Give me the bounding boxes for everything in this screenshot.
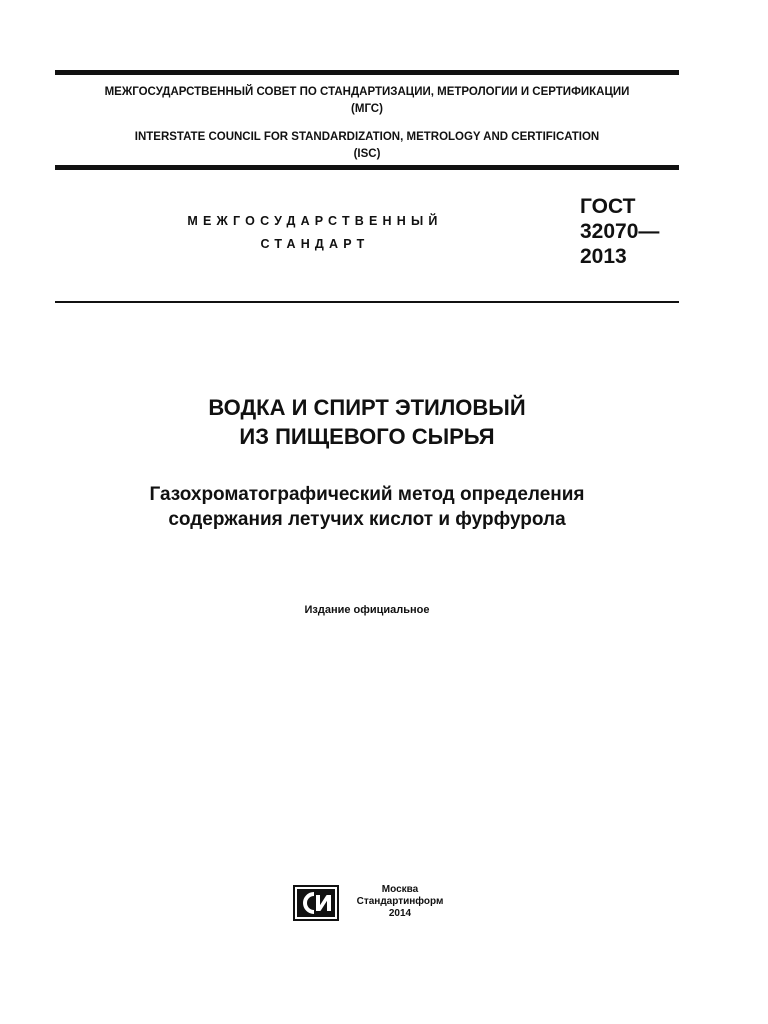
publisher-year: 2014 [388,908,412,919]
gost-number: 32070— [580,220,660,243]
standartinform-logo-icon [293,885,339,921]
title-line2: ИЗ ПИЩЕВОГО СЫРЬЯ [239,424,495,449]
council-ru-name: МЕЖГОСУДАРСТВЕННЫЙ СОВЕТ ПО СТАНДАРТИЗАЦИИ, МЕТРОЛОГИИ И СЕРТИФИКАЦИИ [104,86,630,98]
gost-prefix: ГОСТ [580,195,636,218]
council-en-abbr: (ISC) [353,148,381,160]
top-rule [55,70,679,75]
council-ru-abbr: (МГС) [351,103,383,115]
standard-type-line1: МЕЖГОСУДАРСТВЕННЫЙ [187,214,443,228]
council-en-name: INTERSTATE COUNCIL FOR STANDARDIZATION, METROLOGY AND CERTIFICATION [134,131,600,143]
title-line1: ВОДКА И СПИРТ ЭТИЛОВЫЙ [208,395,526,420]
designation-rule [55,301,679,303]
subtitle-line1: Газохроматографический метод определения [149,484,585,505]
gost-designation [580,194,659,269]
gost-year: 2013 [580,245,627,268]
standard-type-line2: СТАНДАРТ [260,237,370,251]
subtitle-line2: содержания летучих кислот и фурфурола [168,509,566,530]
publisher-name: Стандартинформ [356,896,444,907]
publisher-info [340,884,460,920]
council-rule [55,165,679,170]
edition-note: Издание официальное [304,604,430,616]
publisher-city: Москва [381,884,419,895]
